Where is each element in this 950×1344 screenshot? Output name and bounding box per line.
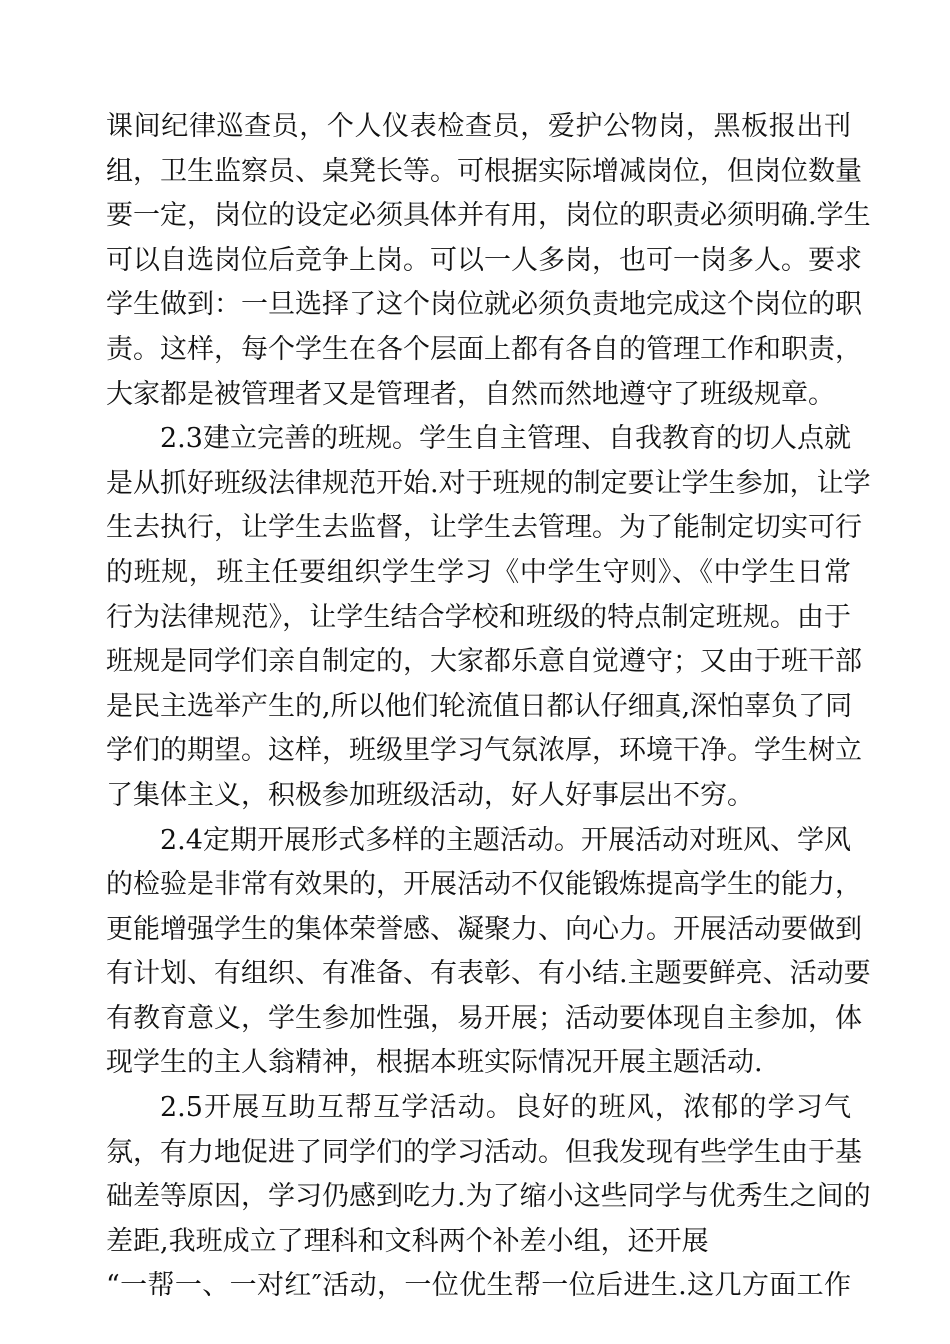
text-line: 责。这样，每个学生在各个层面上都有各自的管理工作和职责， bbox=[106, 333, 862, 365]
text-line: 大家都是被管理者又是管理者，自然而然地遵守了班级规章。 bbox=[106, 378, 835, 410]
text-line: 生去执行，让学生去监督，让学生去管理。为了能制定切实可行 bbox=[106, 512, 862, 544]
text-line: 可以自选岗位后竞争上岗。可以一人多岗，也可一岗多人。要求 bbox=[106, 244, 862, 276]
text-line: 是从抓好班级法律规范开始.对于班规的制定要让学生参加，让学 bbox=[106, 467, 871, 499]
text-line: 行为法律规范》，让学生结合学校和班级的特点制定班规。由于 bbox=[106, 601, 851, 633]
paragraph-first-line: 2.3建立完善的班规。学生自主管理、自我教育的切人点就 bbox=[160, 423, 851, 455]
text-line: 有计划、有组织、有准备、有表彰、有小结.主题要鲜亮、活动要 bbox=[106, 958, 871, 990]
text-line: 是民主选举产生的,所以他们轮流值日都认仔细真,深怕辜负了同 bbox=[106, 690, 853, 722]
text-line: 要一定，岗位的设定必须具体并有用，岗位的职责必须明确.学生 bbox=[106, 200, 871, 232]
text-line: 现学生的主人翁精神，根据本班实际情况开展主题活动. bbox=[106, 1047, 763, 1079]
text-line: “一帮一、一对红″活动，一位优生帮一位后进生.这几方面工作 bbox=[106, 1270, 851, 1302]
text-line: 组，卫生监察员、桌凳长等。可根据实际增减岗位，但岗位数量 bbox=[106, 155, 862, 187]
text-line: 学生做到：一旦选择了这个岗位就必须负责地完成这个岗位的职 bbox=[106, 289, 862, 321]
text-line: 有教育意义，学生参加性强，易开展；活动要体现自主参加，体 bbox=[106, 1002, 862, 1034]
text-line: 差距,我班成立了理科和文科两个补差小组，还开展 bbox=[106, 1225, 709, 1257]
paragraph-first-line: 2.4定期开展形式多样的主题活动。开展活动对班风、学风 bbox=[160, 824, 851, 856]
text-line: 学们的期望。这样，班级里学习气氛浓厚，环境干净。学生树立 bbox=[106, 735, 862, 767]
paragraph-first-line: 2.5开展互助互帮互学活动。良好的班风，浓郁的学习气 bbox=[160, 1092, 851, 1124]
text-line: 氛，有力地促进了同学们的学习活动。但我发现有些学生由于基 bbox=[106, 1136, 862, 1168]
text-line: 课间纪律巡查员，个人仪表检查员，爱护公物岗，黑板报出刊 bbox=[106, 111, 851, 142]
text-line: 更能增强学生的集体荣誉感、凝聚力、向心力。开展活动要做到 bbox=[106, 913, 862, 945]
text-line: 的检验是非常有效果的，开展活动不仅能锻炼提高学生的能力， bbox=[106, 869, 862, 901]
text-line: 础差等原因，学习仍感到吃力.为了缩小这些同学与优秀生之间的 bbox=[106, 1181, 871, 1213]
text-line: 了集体主义，积极参加班级活动，好人好事层出不穷。 bbox=[106, 779, 754, 811]
text-line: 的班规，班主任要组织学生学习《中学生守则》、《中学生日常 bbox=[106, 556, 851, 588]
body-text bbox=[106, 105, 871, 1309]
text-line: 班规是同学们亲自制定的，大家都乐意自觉遵守；又由于班干部 bbox=[106, 646, 862, 678]
